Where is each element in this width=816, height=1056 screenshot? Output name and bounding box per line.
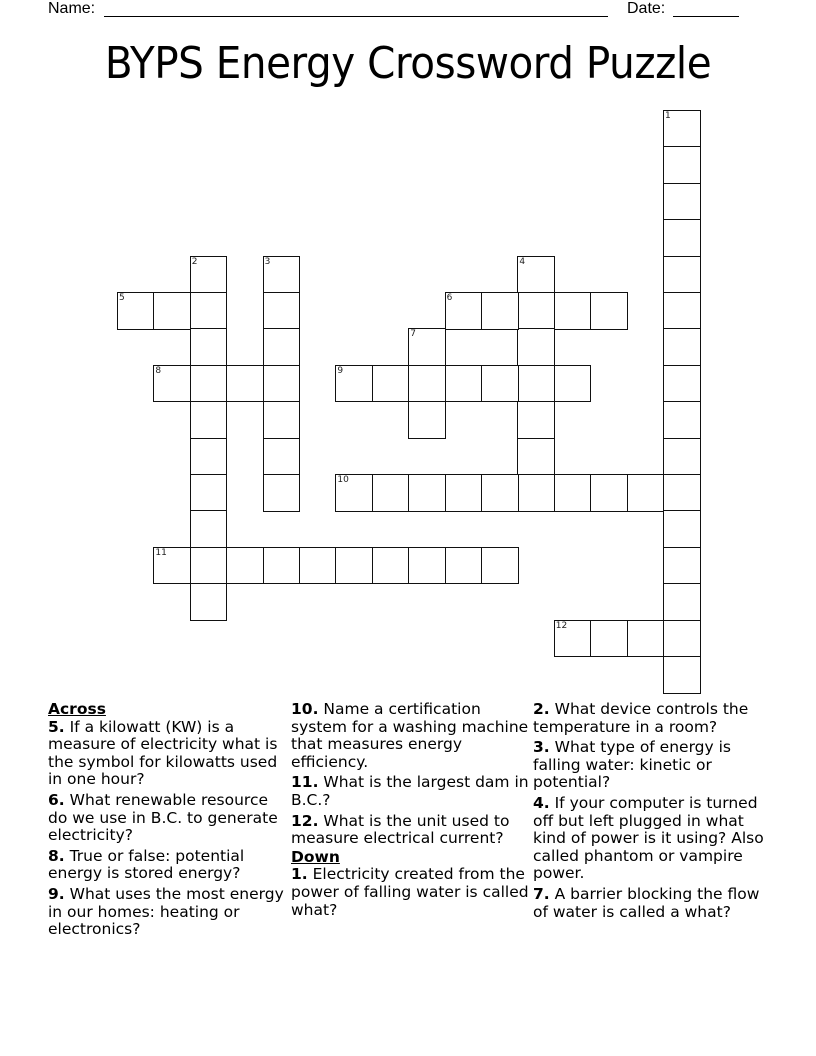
crossword-cell[interactable] — [554, 292, 592, 330]
crossword-cell[interactable] — [299, 547, 337, 585]
clue-number: 11 — [155, 547, 167, 558]
date-label: Date: — [627, 0, 666, 17]
crossword-cell[interactable] — [408, 328, 446, 366]
page-title: BYPS Energy Crossword Puzzle — [104, 38, 712, 89]
crossword-cell[interactable] — [190, 256, 228, 294]
crossword-cell[interactable] — [517, 365, 555, 403]
clue-number: 6 — [446, 293, 453, 303]
clue-down-1: 1. Electricity created from the power of falling water is called what? — [291, 865, 529, 919]
crossword-cell[interactable] — [663, 110, 701, 148]
clue-number: 1 — [665, 111, 671, 121]
crossword-cell[interactable] — [445, 547, 483, 585]
crossword-cell[interactable] — [335, 474, 373, 512]
crossword-cell[interactable] — [408, 474, 446, 512]
crossword-cell[interactable] — [263, 401, 301, 439]
crossword-cell[interactable] — [190, 510, 228, 548]
crossword-cell[interactable] — [517, 292, 555, 330]
crossword-cell[interactable] — [554, 365, 592, 403]
crossword-cell[interactable] — [263, 438, 301, 476]
crossword-cell[interactable] — [663, 183, 701, 221]
crossword-cell[interactable] — [517, 401, 555, 439]
clue-number: 9 — [337, 365, 344, 376]
crossword-cell[interactable] — [153, 292, 191, 330]
crossword-cell[interactable] — [408, 401, 446, 439]
clue-number: 7 — [410, 329, 416, 340]
crossword-cell[interactable] — [190, 438, 228, 476]
crossword-cell[interactable] — [117, 292, 155, 330]
crossword-cell[interactable] — [517, 328, 555, 366]
crossword-cell[interactable] — [663, 656, 701, 694]
clue-number: 10 — [337, 475, 349, 485]
clue-down-7: 7. A barrier blocking the flow of water is called a what? — [533, 884, 760, 921]
crossword-cell[interactable] — [663, 583, 701, 621]
clue-number: 3 — [264, 256, 271, 267]
crossword-cell[interactable] — [517, 438, 555, 476]
crossword-cell[interactable] — [263, 474, 301, 512]
crossword-cell[interactable] — [627, 620, 665, 658]
crossword-cell[interactable] — [663, 328, 701, 366]
crossword-cell[interactable] — [663, 256, 701, 294]
crossword-cell[interactable] — [663, 510, 701, 548]
crossword-cell[interactable] — [590, 620, 628, 658]
crossword-cell[interactable] — [517, 474, 555, 512]
crossword-cell[interactable] — [153, 547, 191, 585]
clue-down-4: 4. If your computer is turned off but left plugged in what kind of power is it using? Also called phantom or vampire power. — [533, 793, 764, 883]
crossword-cell[interactable] — [445, 365, 483, 403]
crossword-cell[interactable] — [481, 474, 519, 512]
crossword-cell[interactable] — [663, 292, 701, 330]
clue-across-5: 5. If a kilowatt (KW) is a measure of electricity what is the symbol for kilowatts used in one hour? — [48, 717, 278, 789]
crossword-cell[interactable] — [554, 474, 592, 512]
clues-column-1 — [48, 701, 286, 942]
crossword-cell[interactable] — [372, 547, 410, 585]
down-heading: Down — [291, 847, 340, 866]
clue-across-8: 8. True or false: potential energy is stored energy? — [48, 846, 245, 883]
clues-column-2 — [291, 701, 529, 922]
crossword-cell[interactable] — [590, 474, 628, 512]
crossword-cell[interactable] — [663, 438, 701, 476]
crossword-cell[interactable] — [663, 620, 701, 658]
crossword-cell[interactable] — [263, 365, 301, 403]
crossword-cell[interactable] — [190, 365, 228, 403]
crossword-cell[interactable] — [263, 328, 301, 366]
crossword-cell[interactable] — [590, 292, 628, 330]
crossword-cell[interactable] — [445, 474, 483, 512]
crossword-cell[interactable] — [153, 365, 191, 403]
crossword-cell[interactable] — [663, 474, 701, 512]
clue-number: 4 — [519, 256, 526, 267]
crossword-cell[interactable] — [663, 219, 701, 257]
crossword-cell[interactable] — [663, 401, 701, 439]
clue-down-3: 3. What type of energy is falling water: kinetic or potential? — [533, 738, 732, 792]
crossword-cell[interactable] — [190, 474, 228, 512]
crossword-cell[interactable] — [263, 256, 301, 294]
crossword-cell[interactable] — [481, 292, 519, 330]
crossword-cell[interactable] — [190, 547, 228, 585]
crossword-cell[interactable] — [445, 292, 483, 330]
crossword-cell[interactable] — [263, 547, 301, 585]
crossword-cell[interactable] — [663, 365, 701, 403]
clue-across-6: 6. What renewable resource do we use in B.C. to generate electricity? — [48, 790, 278, 845]
crossword-cell[interactable] — [372, 474, 410, 512]
crossword-cell[interactable] — [335, 547, 373, 585]
clues-column-3 — [533, 701, 773, 924]
crossword-cell[interactable] — [517, 256, 555, 294]
crossword-cell[interactable] — [481, 547, 519, 585]
crossword-cell[interactable] — [226, 547, 264, 585]
crossword-cell[interactable] — [408, 547, 446, 585]
clue-across-10: 10. Name a certification system for a washing machine that measures energy efficiency. — [291, 700, 529, 771]
crossword-cell[interactable] — [663, 547, 701, 585]
crossword-cell[interactable] — [627, 474, 665, 512]
clue-number: 2 — [191, 256, 198, 267]
crossword-cell[interactable] — [190, 328, 228, 366]
crossword-cell[interactable] — [190, 583, 228, 621]
name-label: Name: — [48, 0, 96, 17]
crossword-cell[interactable] — [663, 146, 701, 184]
crossword-cell[interactable] — [481, 365, 519, 403]
clue-number: 5 — [119, 293, 125, 303]
clue-across-11: 11. What is the largest dam in B.C.? — [291, 773, 529, 809]
crossword-cell[interactable] — [190, 292, 228, 330]
clue-across-9: 9. What uses the most energy in our homes: heating or electronics? — [48, 884, 284, 939]
crossword-cell[interactable] — [408, 365, 446, 403]
clue-number: 12 — [555, 620, 568, 631]
crossword-cell[interactable] — [335, 365, 373, 403]
crossword-cell[interactable] — [263, 292, 301, 330]
clue-down-2: 2. What device controls the temperature in a room? — [533, 700, 749, 736]
crossword-cell[interactable] — [372, 365, 410, 403]
crossword-cell[interactable] — [226, 365, 264, 403]
crossword-cell[interactable] — [190, 401, 228, 439]
crossword-cell[interactable] — [554, 620, 592, 658]
clue-across-12: 12. What is the unit used to measure electrical current? — [291, 811, 510, 848]
across-heading: Across — [48, 700, 106, 718]
clue-number: 8 — [155, 365, 162, 376]
